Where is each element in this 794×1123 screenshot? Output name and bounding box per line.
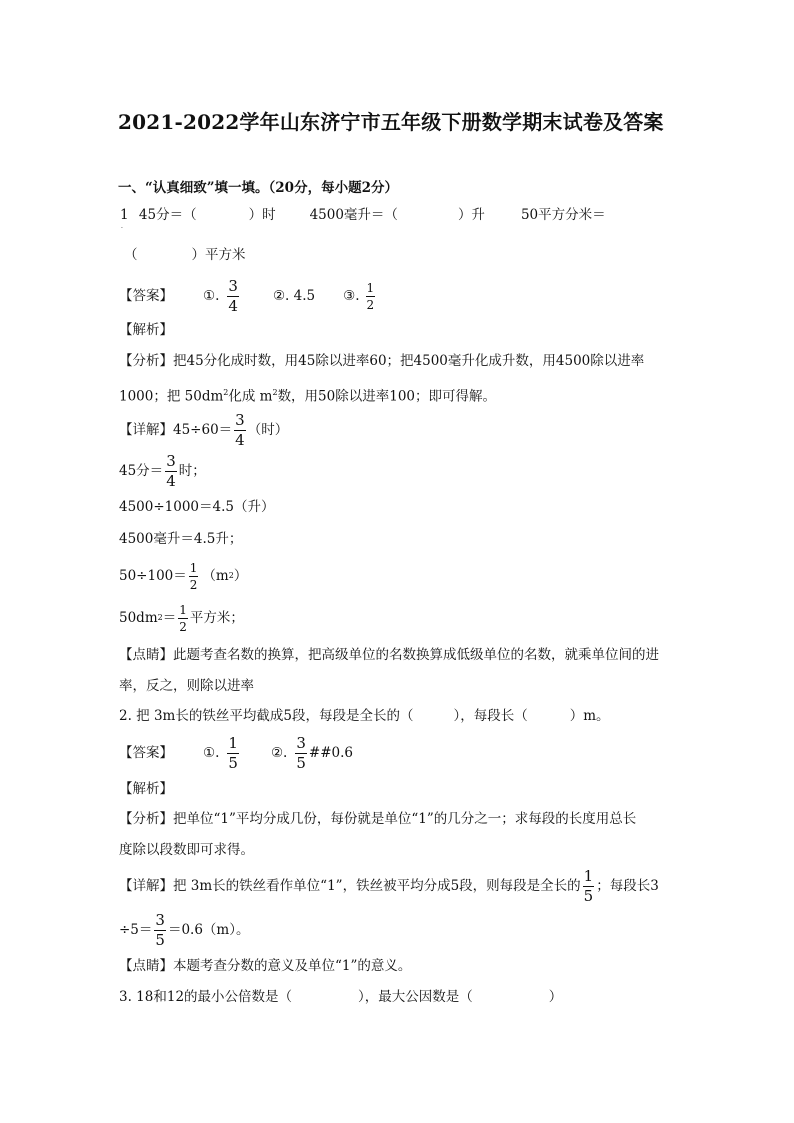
answer-3-fraction: $\frac{1}{2}$ — [366, 280, 375, 312]
question-1 — [120, 206, 606, 224]
q1-dianjing-1: 【点睛】此题考查名数的换算，把高级单位的名数换算成低级单位的名数，就乘单位间的进 — [119, 647, 659, 663]
q2-fenxi-2: 度除以段数即可求得。 — [119, 842, 254, 858]
q2-xiangjie: 【详解】把 3m长的铁丝看作单位“1”，铁丝被平均分成5段，则每段是全长的 $\frac{1}{5}$ ；每段长3 — [119, 866, 659, 905]
answer-1-label: ①. — [203, 288, 220, 304]
question-2: 2. 把 3m长的铁丝平均截成5段，每段是全长的（ ），每段长（ ）m。 — [119, 708, 610, 724]
q1-fenxi-2: 1000；把 $50dm^2$化成 $m^2$数，用50除以进率100；即可得解。 — [119, 388, 497, 405]
q1-dianjing-2: 率，反之，则除以进率 — [119, 678, 254, 694]
q2-xiangjie-fraction: $\frac{1}{5}$ — [583, 866, 594, 905]
q1-part5: 50平方分米＝ — [520, 207, 606, 223]
answer-2-alt: ##0.6 — [308, 745, 353, 761]
answer-label: 【答案】 — [119, 288, 173, 304]
answer-1-label: ①. — [203, 745, 220, 761]
q2-fenxi-1: 【分析】把单位“1”平均分成几份，每份就是单位“1”的几分之一；求每段的长度用总长 — [119, 811, 637, 827]
answer-2-label: ②. — [270, 745, 288, 761]
question-3: 3. 18和12的最小公倍数是（ ），最大公因数是（ ） — [119, 989, 563, 1005]
q1-line2-close: ）平方米 — [191, 247, 246, 263]
q2-answer — [119, 731, 353, 775]
answer-1-fraction: $\frac{3}{4}$ — [228, 276, 238, 315]
q2-calc: ÷5＝ $\frac{3}{5}$ ＝0.6（m）。 — [119, 910, 250, 949]
answer-3-label: ③. — [343, 288, 360, 304]
answer-label: 【答案】 — [119, 745, 173, 761]
q1-answer — [119, 276, 377, 316]
q1-line-50: 50÷100＝ $\frac{1}{2}$ （m 2 ） — [119, 560, 248, 592]
q1-line-50-fraction: $\frac{1}{2}$ — [189, 560, 198, 592]
q2-calc-fraction: $\frac{3}{5}$ — [155, 910, 165, 949]
q1-xiangjie: 【详解】45÷60＝ $\frac{3}{4}$ （时） — [119, 410, 289, 449]
q1-line-50dm: 50dm 2 ＝ $\frac{1}{2}$ 平方米； — [119, 602, 244, 634]
q1-part1: 45分＝（ — [138, 207, 197, 223]
stray-dot: · — [121, 225, 123, 232]
question-number: 1 — [120, 207, 129, 223]
q2-jiexi: 【解析】 — [119, 781, 173, 797]
q1-line2-open: （ — [124, 247, 138, 263]
q2-dianjing: 【点睛】本题考查分数的意义及单位“1”的意义。 — [119, 958, 412, 974]
q1-line-4500-ml: 4500毫升＝4.5升； — [119, 531, 243, 547]
q1-line-45: 45分＝ $\frac{3}{4}$ 时； — [119, 451, 206, 490]
answer-2-fraction: $\frac{3}{5}$ — [296, 733, 306, 772]
section-heading: 一、“认真细致”填一填。（20分，每小题2分） — [118, 180, 398, 196]
q1-line-45-fraction: $\frac{3}{4}$ — [166, 451, 176, 490]
q1-line2 — [124, 246, 246, 264]
q1-line-50dm-fraction: $\frac{1}{2}$ — [179, 602, 187, 634]
answer-1-fraction: $\frac{1}{5}$ — [228, 733, 238, 772]
q1-fenxi-1: 【分析】把45分化成时数，用45除以进率60；把4500毫升化成升数，用4500除以进率 — [119, 353, 645, 369]
answer-2-label: ②. 4.5 — [272, 288, 316, 304]
xiangjie-fraction: $\frac{3}{4}$ — [235, 410, 245, 449]
q1-part4: ）升 — [457, 207, 485, 223]
q1-jiexi: 【解析】 — [119, 322, 173, 338]
q1-line-4500: 4500÷1000＝4.5（升） — [119, 499, 275, 515]
q1-part2: ）时 — [248, 207, 276, 223]
q1-part3: 4500毫升＝（ — [309, 207, 398, 223]
page-title: 2021-2022学年山东济宁市五年级下册数学期末试卷及答案 — [118, 110, 664, 134]
